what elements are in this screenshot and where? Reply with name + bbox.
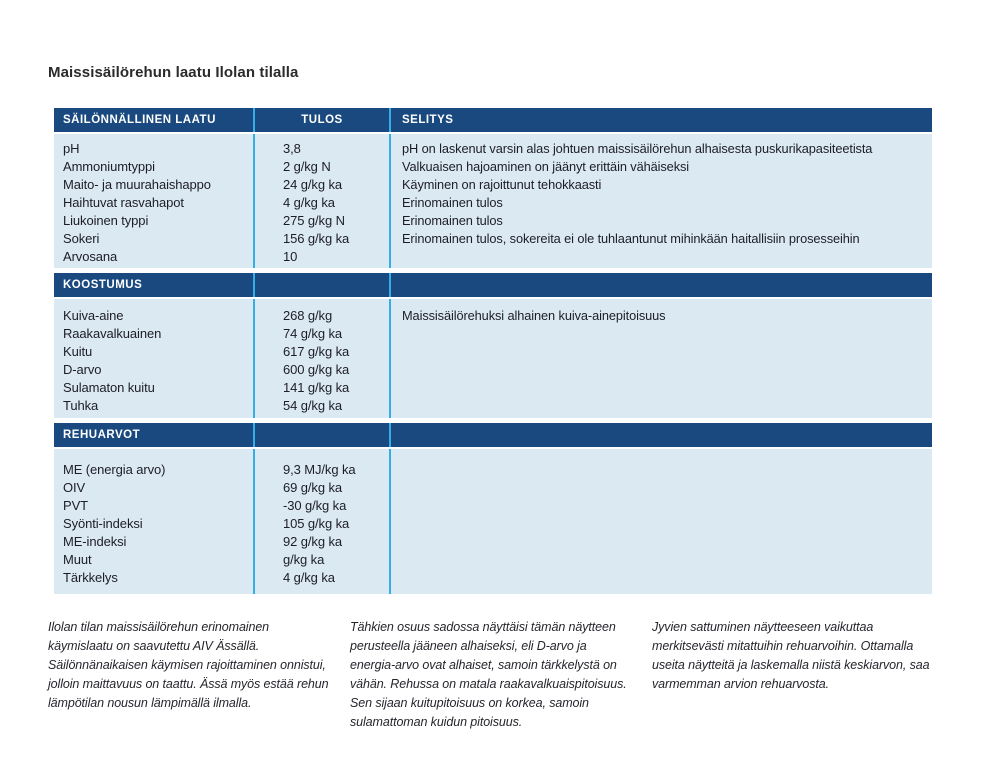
footnote-paragraph: Jyvien sattuminen näytteeseen vaikuttaa merkitsevästi mitattuihin rehuarvoihin. Ottamalla useita näytteitä ja laskemalla niistä keskiarvon, saa varmemman arvion rehuarvosta. xyxy=(652,620,930,691)
param-note: Maissisäilörehuksi alhainen kuiva-ainepitoisuus xyxy=(402,308,666,323)
label-column xyxy=(54,134,253,268)
param-label: Raakavalkuainen xyxy=(63,326,162,341)
param-note xyxy=(391,343,932,361)
param-value: 24 g/kg ka xyxy=(283,177,342,192)
column-header: TULOS xyxy=(253,108,389,132)
param-note xyxy=(391,533,932,551)
footnote-paragraph: Ilolan tilan maissisäilörehun erinomainen käymislaatu on saavutettu AIV Ässällä. Säilönnänaikaisen käymisen rajoittaminen onnistui, jolloin maittavuus on taattu. Ässä myös estää rehun lämpötilan nousun lämpimällä ilmalla. xyxy=(48,620,329,710)
param-label: Haihtuvat rasvahapot xyxy=(63,195,184,210)
column-header xyxy=(253,273,389,297)
table-section xyxy=(54,423,932,594)
column-header xyxy=(389,423,932,447)
page-title: Maissisäilörehun laatu Ilolan tilalla xyxy=(48,64,299,81)
param-value: 268 g/kg xyxy=(283,308,333,323)
param-label: pH xyxy=(63,141,80,156)
table-section xyxy=(54,108,932,268)
table-section xyxy=(54,273,932,418)
param-note xyxy=(391,515,932,533)
section-title: SÄILÖNNÄLLINEN LAATU xyxy=(63,114,216,126)
param-label: Kuitu xyxy=(63,344,93,359)
param-label: Tuhka xyxy=(63,398,99,413)
value-column xyxy=(253,299,389,418)
param-value: 92 g/kg ka xyxy=(283,534,342,549)
label-column xyxy=(54,449,253,594)
param-label: Liukoinen typpi xyxy=(63,213,149,228)
param-value: 275 g/kg N xyxy=(283,213,345,228)
param-label: Sulamaton kuitu xyxy=(63,380,155,395)
value-column xyxy=(253,449,389,594)
note-column xyxy=(389,449,932,594)
section-header-row xyxy=(54,273,932,297)
param-value: g/kg ka xyxy=(283,552,325,567)
column-header: SELITYS xyxy=(389,108,932,132)
param-label: D-arvo xyxy=(63,362,102,377)
note-column xyxy=(389,299,932,418)
param-note: pH on laskenut varsin alas johtuen maissisäilörehun alhaisesta puskurikapasiteetista xyxy=(402,141,873,156)
silage-quality-table xyxy=(54,108,932,599)
footnote-paragraph: Tähkien osuus sadossa näyttäisi tämän näytteen perusteella jääneen alhaiseksi, eli D-arvo ja energia-arvo ovat alhaiset, samoin tärkkelystä on vähän. Rehussa on matala raakavalkuaispitoisuus. Sen sijaan kuitupitoisuus on korkea, samoin sulamattoman kuidun pitoisuus. xyxy=(350,620,627,729)
param-note xyxy=(391,569,932,587)
param-note xyxy=(391,497,932,515)
footnotes xyxy=(48,618,935,732)
param-note xyxy=(391,479,932,497)
param-note: Käyminen on rajoittunut tehokkaasti xyxy=(402,177,602,192)
param-value: 617 g/kg ka xyxy=(283,344,350,359)
section-title: KOOSTUMUS xyxy=(63,279,143,291)
param-value: 105 g/kg ka xyxy=(283,516,350,531)
param-note xyxy=(391,551,932,569)
param-value: 600 g/kg ka xyxy=(283,362,350,377)
param-note xyxy=(391,379,932,397)
label-column xyxy=(54,299,253,418)
param-label: Kuiva-aine xyxy=(63,308,124,323)
param-note xyxy=(391,248,932,266)
param-value: 4 g/kg ka xyxy=(283,570,335,585)
param-label: Tärkkelys xyxy=(63,570,118,585)
param-note: Erinomainen tulos xyxy=(402,213,503,228)
param-note: Erinomainen tulos xyxy=(402,195,503,210)
param-note: Valkuaisen hajoaminen on jäänyt erittäin vähäiseksi xyxy=(402,159,690,174)
param-value: 2 g/kg N xyxy=(283,159,331,174)
param-label: Maito- ja muurahaishappo xyxy=(63,177,211,192)
param-value: 10 xyxy=(283,249,298,264)
param-note xyxy=(391,397,932,415)
section-header-row xyxy=(54,423,932,447)
param-value: 156 g/kg ka xyxy=(283,231,350,246)
column-header xyxy=(389,273,932,297)
param-value: 9,3 MJ/kg ka xyxy=(283,462,356,477)
param-label: Syönti-indeksi xyxy=(63,516,143,531)
section-title: REHUARVOT xyxy=(63,429,141,441)
param-value: 4 g/kg ka xyxy=(283,195,335,210)
param-note xyxy=(391,361,932,379)
param-note xyxy=(391,461,932,479)
param-value: 3,8 xyxy=(283,141,301,156)
param-label: Sokeri xyxy=(63,231,100,246)
param-label: Muut xyxy=(63,552,92,567)
note-column xyxy=(389,134,932,268)
value-column xyxy=(253,134,389,268)
param-label: Arvosana xyxy=(63,249,118,264)
param-value: 141 g/kg ka xyxy=(283,380,350,395)
param-label: ME-indeksi xyxy=(63,534,127,549)
section-body xyxy=(54,134,932,268)
param-value: -30 g/kg ka xyxy=(283,498,347,513)
param-label: ME (energia arvo) xyxy=(63,462,166,477)
section-body xyxy=(54,449,932,594)
param-note xyxy=(391,325,932,343)
param-note: Erinomainen tulos, sokereita ei ole tuhlaantunut mihinkään haitallisiin prosesseihin xyxy=(402,231,860,246)
column-header xyxy=(253,423,389,447)
param-label: OIV xyxy=(63,480,86,495)
param-label: PVT xyxy=(63,498,88,513)
param-value: 74 g/kg ka xyxy=(283,326,342,341)
param-label: Ammoniumtyppi xyxy=(63,159,155,174)
param-value: 69 g/kg ka xyxy=(283,480,342,495)
param-value: 54 g/kg ka xyxy=(283,398,342,413)
section-header-row xyxy=(54,108,932,132)
section-body xyxy=(54,299,932,418)
